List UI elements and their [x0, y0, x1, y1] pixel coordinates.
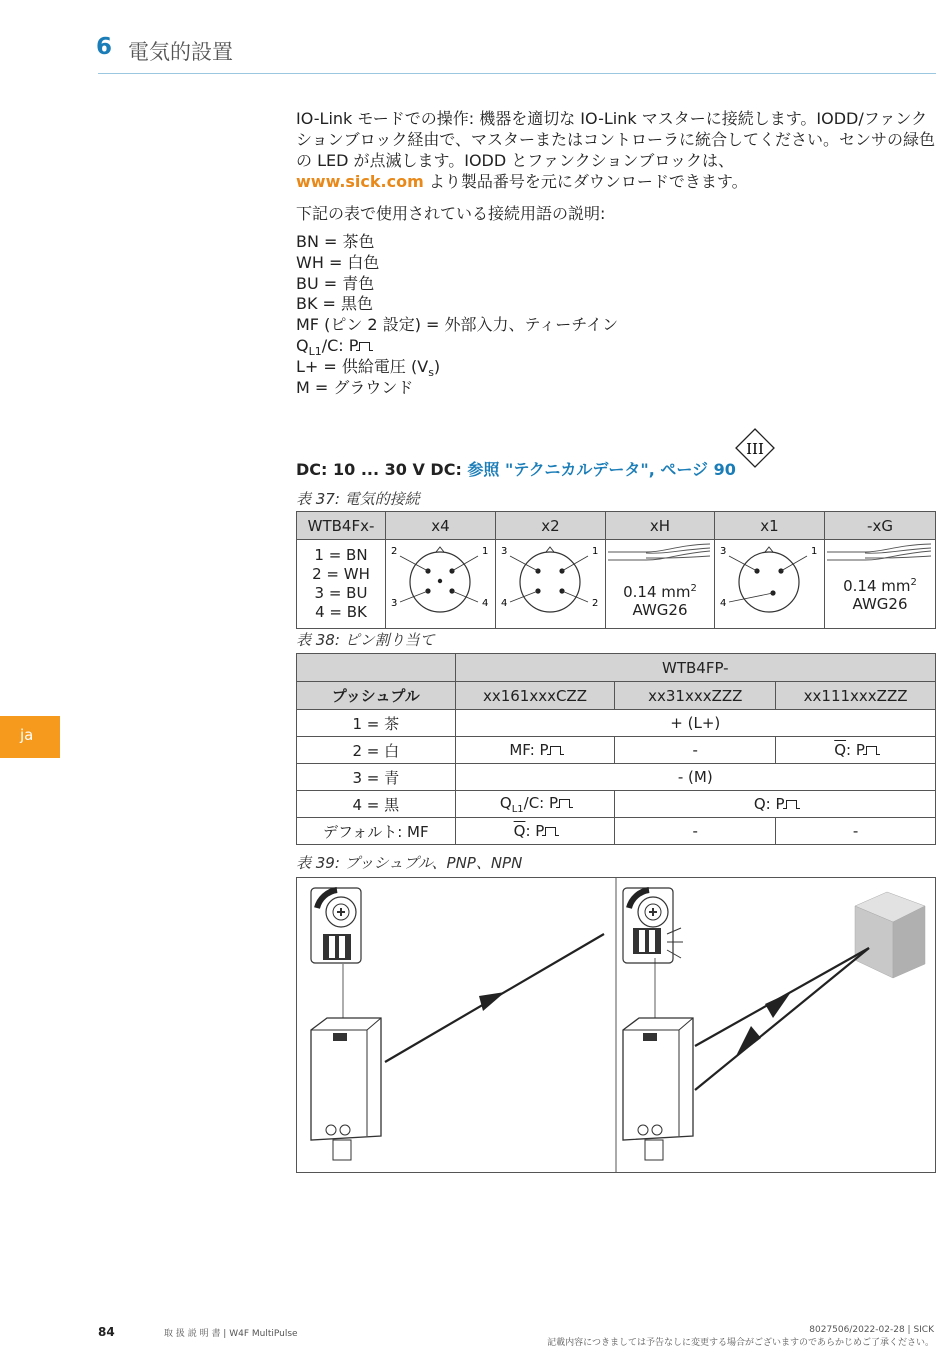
target-object-icon — [855, 892, 925, 978]
sensor-body-icon — [623, 1018, 693, 1160]
protection-class-icon — [735, 428, 775, 468]
cable-xg-cell: 0.14 $mm^2$ AWG26 — [825, 540, 936, 629]
pulse-icon — [545, 827, 556, 836]
document-title: 取 扱 説 明 書 | W4F MultiPulse — [164, 1329, 298, 1339]
svg-text:4: 4 — [720, 598, 727, 609]
term-item-lplus: L+ = 供給電圧 $(V_s)$ — [296, 356, 441, 379]
supply-voltage-line: DC: 10 ... 30 V DC: 参照 "テクニカルデータ", ページ 90 — [296, 460, 736, 479]
col-header: x4 — [386, 512, 496, 540]
svg-text:4: 4 — [501, 598, 508, 609]
svg-text:3: 3 — [501, 546, 508, 557]
term-item-q: $Q_{L1}/C$: P — [296, 336, 618, 357]
footer-notice: 記載内容につきましては予告なしに変更する場合がございますのであらかじめご了承ください。 — [547, 1338, 934, 1348]
svg-text:2: 2 — [391, 546, 398, 557]
col-header: xx111xxxZZZ — [776, 682, 936, 710]
wire-colors: 1 = BN 2 = WH 3 = BU 4 = BK — [297, 540, 386, 629]
sensor-dial-icon — [311, 888, 361, 963]
pulse-icon — [550, 746, 561, 755]
chapter-title: 電気的設置 — [128, 40, 233, 64]
svg-text:1: 1 — [482, 546, 489, 557]
footer-right — [547, 1324, 934, 1350]
svg-text:4: 4 — [482, 598, 489, 609]
blank-header — [297, 654, 456, 682]
push-pull-diagram — [296, 877, 936, 1173]
col-header: xH — [606, 512, 715, 540]
term-item: BN = 茶色 — [296, 232, 375, 251]
col-header: x1 — [715, 512, 825, 540]
pulse-icon — [786, 800, 797, 809]
col-header: -xG — [825, 512, 936, 540]
svg-text:2: 2 — [592, 598, 599, 609]
term-item: M = グラウンド — [296, 377, 414, 397]
header-divider — [98, 73, 936, 74]
pulse-icon — [559, 799, 570, 808]
connector-x1-icon — [715, 540, 825, 629]
col-header: プッシュプル — [297, 682, 456, 710]
svg-text:3: 3 — [391, 598, 398, 609]
sensor-dial-icon — [623, 888, 683, 963]
svg-text:1: 1 — [592, 546, 599, 557]
language-tab: ja — [0, 716, 60, 758]
table39-caption: 表 39: プッシュプル、PNP、NPN — [296, 854, 523, 872]
term-item: BK = 黒色 — [296, 294, 374, 314]
electrical-connection-table — [296, 511, 936, 629]
svg-text:1: 1 — [811, 546, 818, 557]
pulse-icon — [359, 342, 370, 351]
term-item: BU = 青色 — [296, 273, 375, 293]
connector-x2-icon — [496, 540, 606, 629]
term-item: WH = 白色 — [296, 252, 380, 272]
cable-xh-cell: 0.14 $mm^2$ AWG26 — [606, 540, 715, 629]
col-header: xx161xxxCZZ — [455, 682, 615, 710]
technical-data-link[interactable]: 参照 "テクニカルデータ", ページ 90 — [467, 460, 736, 479]
chapter-number: 6 — [96, 34, 113, 60]
table-row: 3 = 青 - (M) — [297, 764, 936, 791]
col-header: xx31xxxZZZ — [615, 682, 776, 710]
pulse-icon — [866, 746, 877, 755]
intro-paragraph: IO-Link モードでの操作: 機器を適切な IO-Link マスターに接続します。IODD/ファンクションブロック経由で、マスターまたはコントローラに統合してください。センサの緑色の LED が点滅します。IODD とファンクションブロックは、 www.sick.com より製品番号を元にダウンロードできます。 — [296, 109, 936, 191]
table37-caption: 表 37: 電気的接続 — [296, 490, 420, 508]
svg-text:III: III — [746, 440, 764, 458]
table38-caption: 表 38: ピン割り当て — [296, 631, 435, 649]
table-row: デフォルト: MF $\overline{Q}$: P - - — [297, 818, 936, 845]
sick-link[interactable]: www.sick.com — [296, 172, 424, 191]
page-number: 84 — [98, 1325, 115, 1339]
connector-x4-icon — [386, 540, 496, 629]
model-header: WTB4FP- — [455, 654, 935, 682]
term-item: MF (ピン 2 設定) = 外部入力、ティーチイン — [296, 315, 619, 335]
col-header: WTB4Fx- — [297, 512, 386, 540]
svg-text:3: 3 — [720, 546, 727, 557]
col-header: x2 — [496, 512, 606, 540]
terms-list — [296, 232, 618, 398]
pin-assignment-table — [296, 653, 936, 845]
terms-intro: 下記の表で使用されている接続用語の説明: — [296, 204, 606, 223]
document-code: 8027506/2022-02-28 | SICK — [809, 1325, 934, 1335]
table-row: 4 = 黒 $Q_{L1}/C$: P Q: P — [297, 791, 936, 818]
table-row: 2 = 白 MF: P - $\overline{Q}$: P — [297, 737, 936, 764]
sensor-body-icon — [311, 1018, 381, 1160]
table-row: 1 = 茶 + (L+) — [297, 710, 936, 737]
